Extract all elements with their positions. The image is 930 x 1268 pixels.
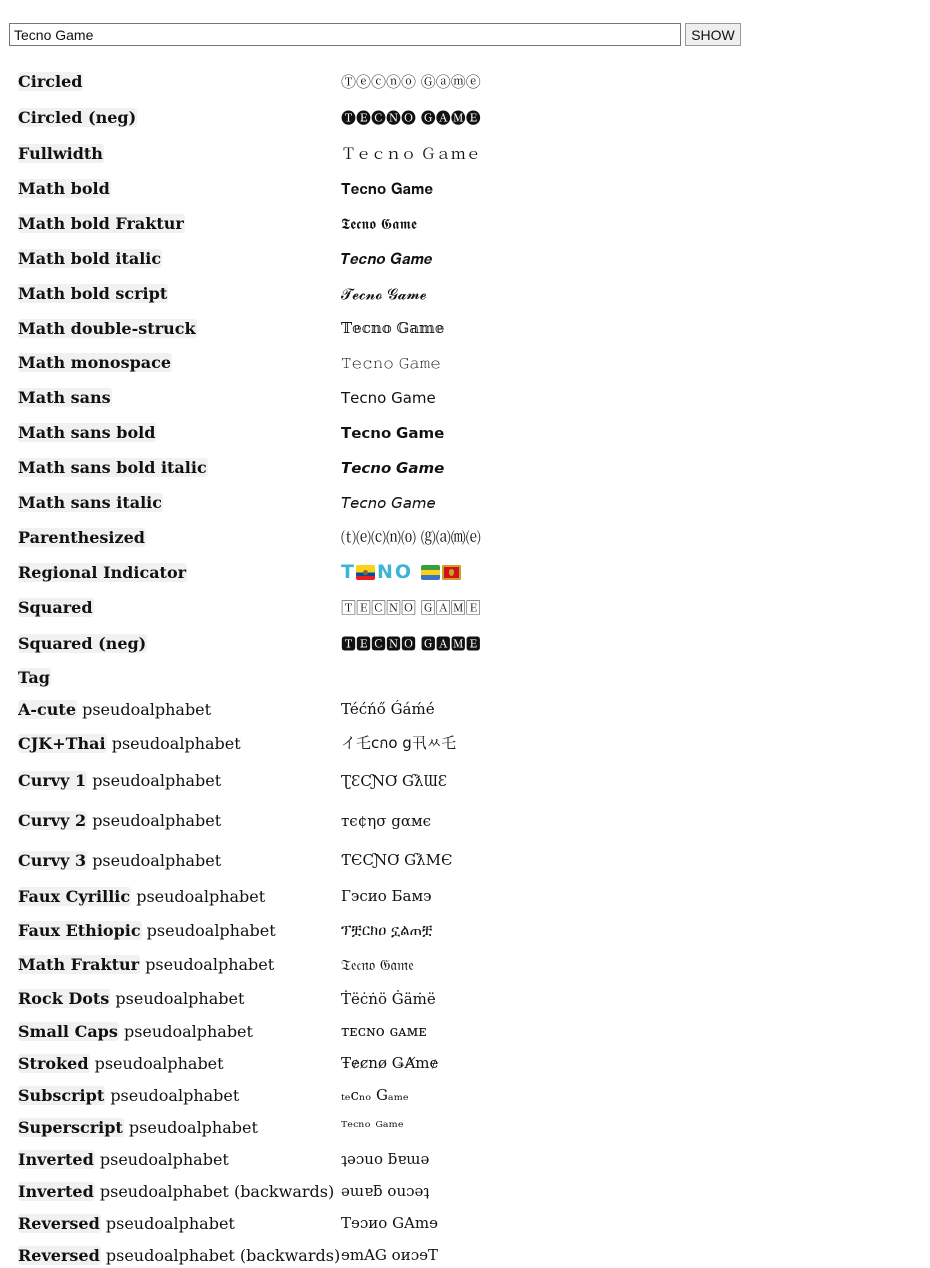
style-name [18,563,341,582]
style-name-label: Faux Cyrillic [18,886,131,906]
style-result[interactable]: イ乇cกo g卂ﾶ乇 [341,734,457,752]
style-result[interactable]: ʇǝɔuo ƃɐɯǝ [341,1150,430,1168]
style-row [18,947,918,982]
style-row [18,311,918,345]
style-name-suffix: pseudoalphabet [146,920,276,940]
style-row [18,761,918,800]
style-row [18,241,918,276]
style-name-suffix: pseudoalphabet [105,1213,235,1233]
style-result[interactable]: Гэсио Бамэ [341,887,432,905]
style-name [18,1118,341,1137]
style-row [18,555,918,589]
style-name [18,668,341,687]
style-name-suffix: pseudoalphabet [128,1117,258,1137]
style-result[interactable]: 𝑻𝒆𝒄𝒏𝒐 𝑮𝒂𝒎𝒆 [341,249,433,268]
style-name [18,734,341,753]
style-result[interactable]: ᴛᴇᴄɴᴏ ɢᴀᴍᴇ [341,1022,427,1040]
style-name-label: Math sans bold [18,423,156,442]
style-name-label: Math monospace [18,353,172,372]
style-name [18,72,341,91]
style-name-label: Inverted [18,1181,94,1201]
style-result[interactable]: ƬЄƇƝƠ ƓƛMЄ [341,851,453,869]
style-name-suffix: pseudoalphabet [111,733,241,753]
style-row [18,450,918,485]
flag-montenegro-icon [442,565,461,580]
style-name-label: Squared (neg) [18,633,147,653]
regional-indicator-result[interactable] [341,563,461,582]
style-name-suffix: pseudoalphabet [99,1149,229,1169]
style-result[interactable]: ᵀᵉᶜⁿᵒ ᴳᵃᵐᵉ [341,1118,404,1136]
style-name [18,1086,341,1105]
style-result[interactable]: 𝗧𝗲𝗰𝗻𝗼 𝗚𝗮𝗺𝗲 [341,423,445,442]
style-row [18,99,918,136]
style-result[interactable]: ₜₑcₙₒ Gₐₘₑ [341,1086,409,1104]
flag-ecuador-icon [356,565,375,580]
style-name-label: Superscript [18,1117,123,1137]
style-row [18,661,918,693]
text-input[interactable] [9,23,681,46]
style-name-label: Math sans italic [18,493,162,512]
style-row [18,1079,918,1111]
style-result[interactable]: ⒯⒠⒞⒩⒪ ⒢⒜⒨⒠ [341,529,481,547]
style-name [18,493,341,512]
style-row [18,64,918,99]
style-name-suffix: pseudoalphabet [92,850,222,870]
style-name [18,771,341,790]
style-row [18,1143,918,1175]
style-name [18,1246,341,1265]
style-row [18,380,918,415]
style-name-label: Math bold Fraktur [18,214,184,233]
style-name-label: Reversed [18,1245,100,1265]
style-result[interactable]: тє¢ησ gαмє [341,811,432,830]
style-row [18,913,918,947]
style-result[interactable]: Ṫëċṅö Ġäṁë [341,989,436,1008]
style-result[interactable]: 🆃🅴🅲🅽🅾 🅶🅰🅼🅴 [341,634,481,653]
style-result[interactable]: Ｔｅｃｎｏ Ｇａｍｅ [341,145,481,163]
style-name [18,108,341,127]
style-result[interactable]: 🅣🅔🅒🅝🅞 🅖🅐🅜🅔 [341,109,481,127]
style-name-label: Curvy 1 [18,771,87,790]
style-name [18,989,341,1008]
style-name-label: Math sans [18,388,111,407]
style-row [18,415,918,450]
style-row [18,625,918,661]
style-name-label: Regional Indicator [18,562,187,582]
style-name [18,319,341,338]
regional-letter: O [394,562,412,582]
style-name [18,284,341,303]
style-name-label: Fullwidth [18,144,103,163]
style-name-label: Subscript [18,1085,105,1105]
style-name-suffix: pseudoalphabet [92,771,222,790]
style-name-suffix: pseudoalphabet [136,886,266,906]
style-list [18,64,918,1268]
style-name [18,353,341,372]
style-name-label: Math Fraktur [18,955,140,974]
style-row [18,171,918,206]
style-row [18,800,918,841]
style-row [18,345,918,380]
style-row [18,589,918,625]
regional-letter: T [341,562,354,582]
style-row [18,879,918,913]
style-name [18,214,341,233]
style-name-label: Math double-struck [18,318,196,338]
style-row [18,1047,918,1079]
style-name [18,955,341,974]
style-row [18,136,918,171]
style-row [18,1239,918,1268]
style-name [18,1182,341,1201]
style-result[interactable]: ǝɯɐƃ ouɔǝʇ [341,1182,430,1200]
style-name-label: Parenthesized [18,528,145,547]
style-name [18,144,341,163]
style-name [18,1022,341,1041]
style-name-label: CJK+Thai [18,733,106,753]
style-name-label: Stroked [18,1053,89,1073]
style-name-suffix: pseudoalphabet (backwards) [105,1245,341,1265]
style-name [18,700,341,719]
style-name-label: A-cute [18,699,76,719]
style-result[interactable]: Ⓣⓔⓒⓝⓞ Ⓖⓐⓜⓔ [341,73,481,91]
style-result[interactable]: 𝘛𝘦𝘤𝘯𝘰 𝘎𝘢𝘮𝘦 [341,493,436,512]
style-name-suffix: pseudoalphabet [110,1085,240,1105]
style-row [18,1015,918,1047]
style-name-label: Rock Dots [18,989,110,1008]
style-name [18,423,341,442]
style-row [18,841,918,879]
style-name-suffix: pseudoalphabet [94,1053,224,1073]
style-result[interactable]: Téćńő Ǵáḿé [341,700,435,718]
style-name-label: Tag [18,667,50,687]
style-result[interactable]: 𝕿𝖊𝖈𝖓𝖔 𝕲𝖆𝖒𝖊 [341,214,417,233]
flag-gabon-icon [421,565,440,580]
style-name [18,179,341,198]
style-name-suffix: pseudoalphabet [145,955,275,974]
style-row [18,725,918,761]
style-row [18,693,918,725]
style-result[interactable]: 𝙏𝙚𝙘𝙣𝙤 𝙂𝙖𝙢𝙚 [341,458,445,477]
style-name [18,1054,341,1073]
style-result[interactable]: ƮƐƇƝƠ ƓƛƜƐ [341,771,448,790]
style-result[interactable]: 𝔗𝔢𝔠𝔫𝔬 𝔊𝔞𝔪𝔢 [341,955,414,974]
style-name [18,458,341,477]
style-name-suffix: pseudoalphabet [92,811,222,830]
style-row [18,520,918,555]
style-name-suffix: pseudoalphabet [82,699,212,719]
style-name-label: Math bold [18,179,110,198]
style-result[interactable]: 𝓣𝓮𝓬𝓷𝓸 𝓖𝓪𝓶𝓮 [341,284,427,303]
style-name-label: Circled (neg) [18,108,137,127]
show-button[interactable]: SHOW [685,23,741,46]
style-row [18,982,918,1015]
input-row [9,23,741,46]
style-result[interactable] [341,563,461,582]
style-name [18,811,341,830]
style-name [18,249,341,268]
style-name [18,634,341,653]
style-name-suffix: pseudoalphabet [115,989,245,1008]
style-name [18,887,341,906]
style-name-label: Math bold script [18,284,168,303]
style-name [18,1150,341,1169]
style-name-label: Inverted [18,1149,94,1169]
style-name [18,921,341,940]
style-name-label: Math sans bold italic [18,458,207,477]
style-name [18,598,341,617]
regional-letter: N [376,562,393,582]
style-result[interactable]: Ŧɇȼnø ǤȺmɇ [341,1054,439,1072]
style-result[interactable]: ፕቿርክዐ ኗልጠቿ [341,921,433,939]
style-row [18,485,918,520]
style-name-suffix: pseudoalphabet (backwards) [99,1181,335,1201]
style-name-label: Faux Ethiopic [18,920,141,940]
style-name [18,851,341,870]
style-name-label: Math bold italic [18,249,162,268]
style-row [18,276,918,311]
style-name-label: Curvy 3 [18,850,87,870]
style-name-label: Reversed [18,1213,100,1233]
style-row [18,1207,918,1239]
style-result[interactable]: 𝚃𝚎𝚌𝚗𝚘 𝙶𝚊𝚖𝚎 [341,353,441,372]
style-result[interactable]: 𝕋𝕖𝕔𝕟𝕠 𝔾𝕒𝕞𝕖 [341,319,445,337]
style-name [18,528,341,547]
style-name [18,388,341,407]
style-result[interactable]: Tɘɔиo GAmɘ [341,1214,438,1232]
style-name-label: Squared [18,597,93,617]
style-result[interactable]: 𝖳𝖾𝖼𝗇𝗈 𝖦𝖺𝗆𝖾 [341,388,436,407]
style-name [18,1214,341,1233]
style-result[interactable]: 🅃🄴🄲🄽🄾 🄶🄰🄼🄴 [341,598,481,617]
style-name-label: Circled [18,72,83,91]
style-name-label: Small Caps [18,1021,118,1041]
style-name-suffix: pseudoalphabet [123,1021,253,1041]
style-row [18,1111,918,1143]
style-result[interactable]: 𝐓𝐞𝐜𝐧𝐨 𝐆𝐚𝐦𝐞 [341,179,434,198]
style-row [18,1175,918,1207]
style-name-label: Curvy 2 [18,811,87,830]
style-result[interactable]: ɘmAG oиɔɘT [341,1246,438,1264]
style-row [18,206,918,241]
